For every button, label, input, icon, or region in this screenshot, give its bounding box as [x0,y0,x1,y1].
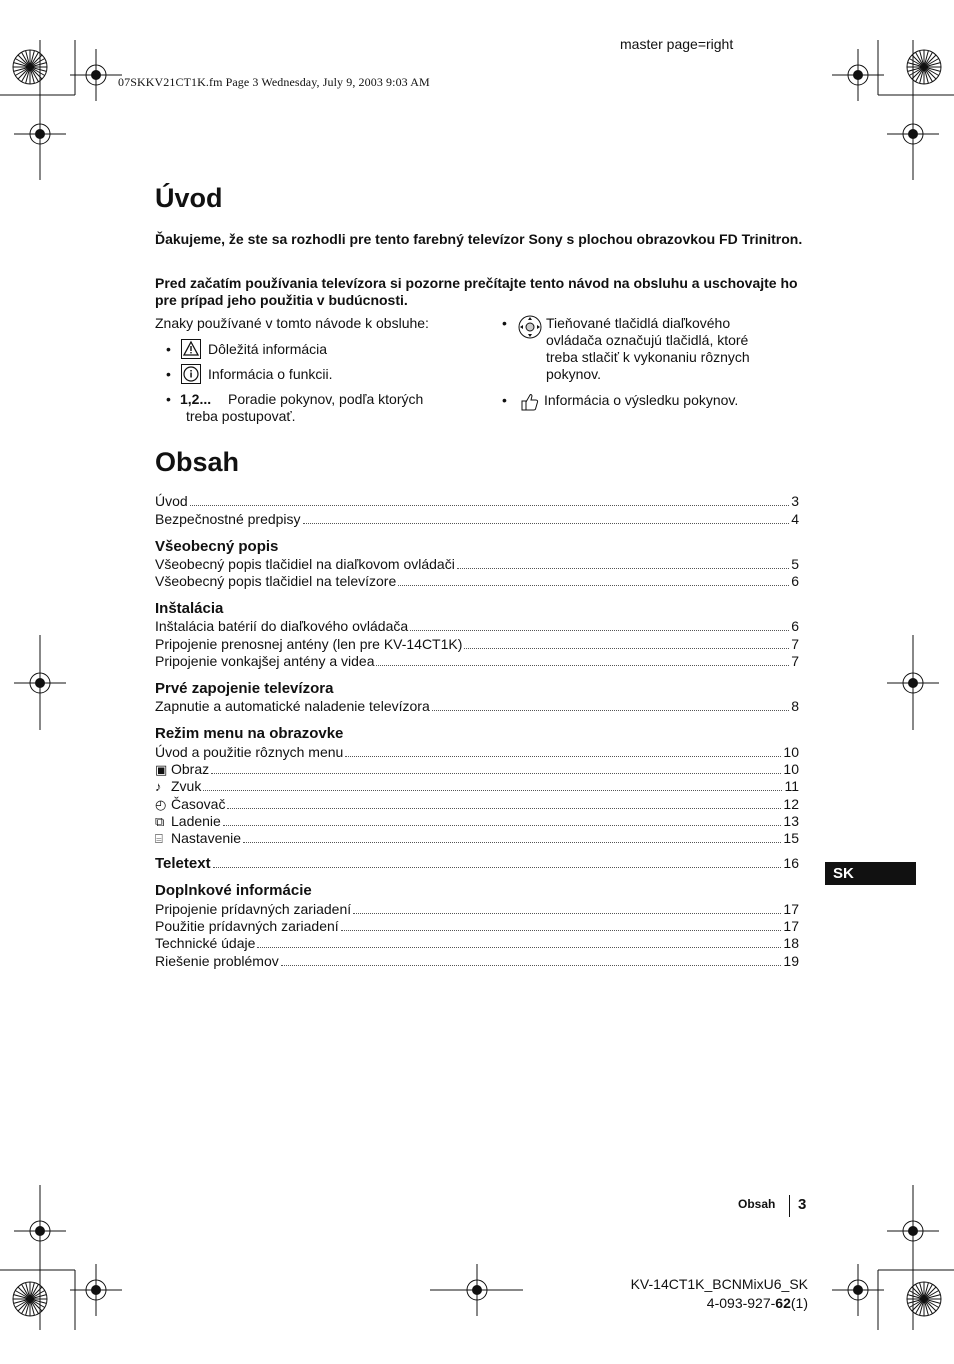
toc-page-number: 17 [783,918,799,935]
toc-page-number: 8 [791,698,799,715]
sound-icon: ♪ [155,779,162,795]
toc-entry[interactable] [155,952,799,969]
toc-leader [227,808,781,809]
toc-entry[interactable] [155,918,799,935]
toc-page-number: 16 [783,855,799,872]
toc-entry[interactable] [155,635,799,652]
toc-leader [281,965,782,966]
toc-leader [341,930,782,931]
toc-page-number: 7 [791,635,799,652]
toc-page-number: 13 [783,812,799,829]
toc-entry[interactable] [155,900,799,917]
toc-leader [257,947,781,948]
toc-page-number: 11 [784,778,799,795]
remote-buttons-icon [515,314,545,344]
toc-entry[interactable] [155,573,799,590]
toc-page-number: 3 [791,493,799,510]
toc-entry[interactable] [155,556,799,573]
toc-page-number: 19 [783,952,799,969]
toc-leader [345,756,781,757]
obsah-title: Obsah [155,447,240,477]
toc-heading: Všeobecný popis [155,537,279,555]
model-code: 4-093-927-62(1) [706,1295,808,1311]
toc-page-number: 18 [783,935,799,952]
intro-thanks: Ďakujeme, že ste sa rozhodli pre tento farebný televízor Sony s plochou obrazovkou FD Trinitron. [155,231,803,247]
toc-label: Technické údaje [155,935,256,952]
toc-page-number: 5 [791,555,799,572]
bullet-text: Dôležitá informácia [208,341,328,357]
warning-icon [181,339,199,357]
toc-leader [243,842,781,843]
toc-entry[interactable] [155,510,799,527]
bullet-text: Informácia o výsledku pokynov. [544,392,739,408]
toc-label: Nastavenie [171,830,242,847]
toc-leader [303,523,790,524]
toc-page-number: 12 [783,795,799,812]
toc-page-number: 10 [783,743,799,760]
toc-label: Pripojenie prenosnej antény (len pre KV-14CT1K) [155,635,463,652]
bullet-text-cont: treba postupovať. [186,408,296,424]
toc-label: Pripojenie prídavných zariadení [155,900,352,917]
toc-label: Úvod a použitie rôznych menu [155,743,344,760]
intro-read-manual: Pred začatím používania televízora si pozorne prečítajte tento návod na obsluhu a uschovajte ho pre prípad jeho použitia v budúcnosti. [155,275,798,308]
toc-entry[interactable] [155,761,799,778]
language-tab: SK [825,862,916,885]
toc-entry[interactable] [155,778,799,795]
toc-label: Všeobecný popis tlačidiel na televízore [155,573,397,590]
toc-label: Obraz [171,760,210,777]
toc-leader [203,790,782,791]
bullet-line: ovládača označujú tlačidlá, ktoré [546,332,749,348]
toc-label: Pripojenie vonkajšej antény a videa [155,653,375,670]
info-icon [181,364,199,382]
toc-page-number: 10 [783,760,799,777]
toc-entry[interactable] [155,493,799,510]
toc-entry[interactable] [155,855,799,872]
toc-page-number: 6 [791,618,799,635]
toc-leader [432,710,789,711]
toc-heading: Inštalácia [155,600,224,618]
toc-entry[interactable] [155,830,799,847]
table-of-contents [155,493,799,970]
footer-divider [789,1195,790,1217]
toc-entry[interactable] [155,795,799,812]
toc-page-number: 6 [791,573,799,590]
toc-page-number: 17 [783,900,799,917]
model-name: KV-14CT1K_BCNMixU6_SK [630,1276,808,1292]
toc-entry[interactable] [155,618,799,635]
file-info-line: 07SKKV21CT1K.fm Page 3 Wednesday, July 9, 2003 9:03 AM [118,75,430,89]
toc-label: Teletext [155,855,211,873]
bullet-text: Informácia o funkcii. [208,366,333,382]
toc-entry[interactable] [155,698,799,715]
bullet-line: pokynov. [546,366,601,382]
toc-heading: Doplnkové informácie [155,882,312,900]
toc-page-number: 4 [791,510,799,527]
picture-icon: ▣ [155,761,168,777]
toc-label: Všeobecný popis tlačidiel na diaľkovom ovládači [155,555,455,572]
toc-entry[interactable] [155,813,799,830]
toc-label: Ladenie [171,812,221,829]
toc-leader [376,665,789,666]
toc-leader [211,773,781,774]
toc-label: Použitie prídavných zariadení [155,918,339,935]
toc-label: Časovač [171,795,226,812]
toc-label: Bezpečnostné predpisy [155,510,301,527]
page-number: 3 [798,1196,807,1213]
setup-icon: ⌸ [155,831,163,847]
toc-label: Inštalácia batérií do diaľkového ovládača [155,618,409,635]
toc-label: Riešenie problémov [155,952,279,969]
toc-label: Zvuk [171,778,202,795]
toc-entry[interactable] [155,935,799,952]
toc-leader [464,648,789,649]
toc-page-number: 7 [791,653,799,670]
toc-label: Zapnutie a automatické naladenie televízora [155,698,430,715]
model-info [631,1275,808,1313]
bullet-text: Poradie pokynov, podľa ktorých [228,391,424,407]
toc-entry[interactable] [155,653,799,670]
timer-icon: ◴ [155,796,167,812]
bullet-line: Tieňované tlačidlá diaľkového [546,315,731,331]
uvod-title: Úvod [155,183,223,213]
toc-heading: Prvé zapojenie televízora [155,680,334,698]
tuning-icon: ⧉ [155,813,165,829]
toc-leader [398,585,789,586]
toc-leader [457,568,789,569]
footer-section: Obsah [738,1197,776,1211]
toc-leader [353,913,781,914]
bullet-line: treba stlačiť k vykonaniu rôznych [546,349,750,365]
toc-heading: Režim menu na obrazovke [155,725,344,743]
toc-label: Úvod [155,493,188,510]
steps-prefix: 1,2... [180,391,212,407]
toc-entry[interactable] [155,743,799,760]
toc-leader [213,867,782,868]
toc-page-number: 15 [783,830,799,847]
toc-leader [223,825,782,826]
symbols-intro: Znaky používané v tomto návode k obsluhe: [155,315,429,331]
toc-leader [190,505,790,506]
thumbs-up-icon [518,391,540,417]
toc-leader [410,630,789,631]
master-page-label: master page=right [620,36,734,52]
